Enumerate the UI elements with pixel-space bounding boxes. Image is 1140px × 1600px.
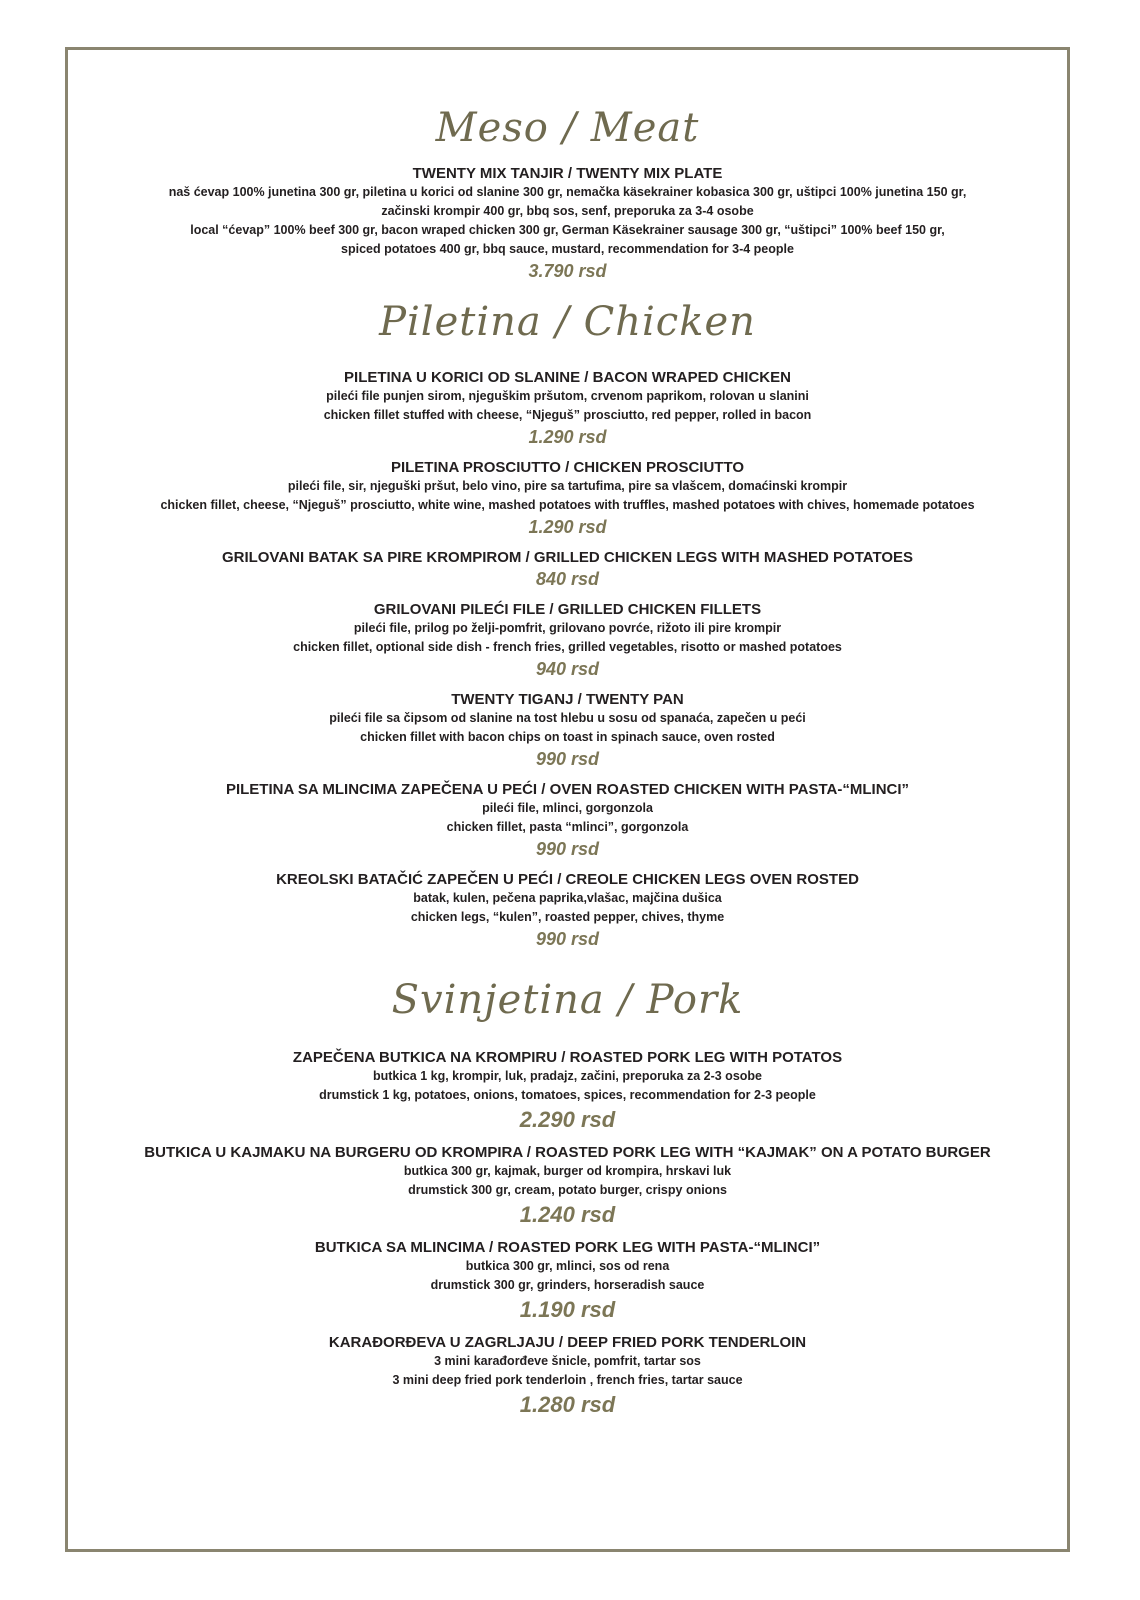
menu-item xyxy=(68,690,1067,772)
item-desc-line: pileći file, sir, njeguški pršut, belo vino, pire sa tartufima, pire sa vlašcem, domaćinski krompir xyxy=(287,479,848,493)
item-name: ZAPEČENA BUTKICA NA KROMPIRU / ROASTED PORK LEG WITH POTATOS xyxy=(292,1049,843,1066)
item-desc-line: pileći file sa čipsom od slanine na tost hlebu u sosu od spanaća, zapečen u peći xyxy=(329,711,806,725)
item-price: 990 rsd xyxy=(535,839,600,859)
section-meat xyxy=(68,98,1067,284)
item-name: PILETINA SA MLINCIMA ZAPEČENA U PEĆI / OVEN ROASTED CHICKEN WITH PASTA-“MLINCI” xyxy=(225,781,910,798)
item-name: TWENTY MIX TANJIR / TWENTY MIX PLATE xyxy=(412,165,723,182)
menu-item xyxy=(68,1333,1067,1420)
item-price: 1.190 rsd xyxy=(519,1297,616,1322)
item-desc-line: drumstick 1 kg, potatoes, onions, tomatoes, spices, recommendation for 2-3 people xyxy=(319,1088,816,1102)
item-price: 990 rsd xyxy=(535,929,600,949)
item-desc-line: local “ćevap” 100% beef 300 gr, bacon wraped chicken 300 gr, German Käsekrainer sausage 300 gr, “uštipci” 100% beef 150 gr, xyxy=(190,223,945,237)
menu-item xyxy=(68,780,1067,862)
item-desc-line: chicken fillet, optional side dish - french fries, grilled vegetables, risotto or mashed potatoes xyxy=(293,640,842,654)
menu-item xyxy=(68,1048,1067,1135)
item-desc-line: 3 mini karađorđeve šnicle, pomfrit, tartar sos xyxy=(434,1354,701,1368)
item-desc-line: začinski krompir 400 gr, bbq sos, senf, preporuka za 3-4 osobe xyxy=(381,204,754,218)
item-desc-line: butkica 1 kg, krompir, luk, pradajz, začini, preporuka za 2-3 osobe xyxy=(372,1069,762,1083)
section-title-meat: Meso / Meat xyxy=(435,105,700,151)
menu-item xyxy=(68,368,1067,450)
menu-item xyxy=(68,548,1067,592)
section-pork xyxy=(68,970,1067,1420)
item-desc-line: pileći file punjen sirom, njeguškim pršutom, crvenom paprikom, rolovan u slanini xyxy=(326,389,809,403)
item-desc-line: chicken fillet with bacon chips on toast in spinach sauce, oven rosted xyxy=(360,730,775,744)
menu-item xyxy=(68,600,1067,682)
item-desc-line: spiced potatoes 400 gr, bbq sauce, mustard, recommendation for 3-4 people xyxy=(341,242,794,256)
item-price: 2.290 rsd xyxy=(519,1107,616,1132)
item-price: 1.290 rsd xyxy=(528,427,607,447)
item-desc-line: chicken fillet, pasta “mlinci”, gorgonzola xyxy=(446,820,689,834)
section-chicken xyxy=(68,292,1067,952)
item-desc-line: drumstick 300 gr, grinders, horseradish sauce xyxy=(430,1278,705,1292)
item-price: 990 rsd xyxy=(535,749,600,769)
item-name: GRILOVANI PILEĆI FILE / GRILLED CHICKEN FILLETS xyxy=(373,601,762,618)
item-name: KARAĐORĐEVA U ZAGRLJAJU / DEEP FRIED PORK TENDERLOIN xyxy=(328,1334,807,1351)
item-desc-line: naš ćevap 100% junetina 300 gr, piletina u korici od slanine 300 gr, nemačka käsekrainer kobasica 300 gr, uštipci 100% junetina 150 gr, xyxy=(168,185,967,199)
section-title-chicken: Piletina / Chicken xyxy=(379,299,756,345)
item-name: TWENTY TIGANJ / TWENTY PAN xyxy=(451,691,684,708)
item-desc-line: chicken fillet, cheese, “Njeguš” prosciutto, white wine, mashed potatoes with truffles, mashed potatoes with chives, homemade potatoes xyxy=(160,498,975,512)
item-desc-line: pileći file, prilog po želji-pomfrit, grilovano povrće, rižoto ili pire krompir xyxy=(353,621,782,635)
menu-item xyxy=(68,870,1067,952)
item-name: KREOLSKI BATAČIĆ ZAPEČEN U PEĆI / CREOLE CHICKEN LEGS OVEN ROSTED xyxy=(276,871,859,888)
item-desc-line: butkica 300 gr, kajmak, burger od krompira, hrskavi luk xyxy=(403,1164,732,1178)
item-price: 1.240 rsd xyxy=(519,1202,616,1227)
item-desc-line: chicken legs, “kulen”, roasted pepper, chives, thyme xyxy=(410,910,725,924)
item-name: GRILOVANI BATAK SA PIRE KROMPIROM / GRILLED CHICKEN LEGS WITH MASHED POTATOES xyxy=(221,549,914,566)
item-desc-line: 3 mini deep fried pork tenderloin , french fries, tartar sauce xyxy=(392,1373,743,1387)
menu-page xyxy=(68,50,1067,1428)
item-desc-line: pileći file, mlinci, gorgonzola xyxy=(482,801,653,815)
item-desc-line: drumstick 300 gr, cream, potato burger, crispy onions xyxy=(408,1183,727,1197)
item-name: PILETINA U KORICI OD SLANINE / BACON WRAPED CHICKEN xyxy=(344,369,791,386)
item-name: BUTKICA U KAJMAKU NA BURGERU OD KROMPIRA / ROASTED PORK LEG WITH “KAJMAK” ON A POTATO BURGER xyxy=(144,1144,991,1161)
menu-item xyxy=(68,1143,1067,1230)
item-price: 840 rsd xyxy=(535,569,600,589)
item-desc-line: butkica 300 gr, mlinci, sos od rena xyxy=(465,1259,670,1273)
item-name: PILETINA PROSCIUTTO / CHICKEN PROSCIUTTO xyxy=(390,459,745,476)
menu-item xyxy=(68,164,1067,284)
item-name: BUTKICA SA MLINCIMA / ROASTED PORK LEG WITH PASTA-“MLINCI” xyxy=(314,1239,821,1256)
item-price: 1.290 rsd xyxy=(528,517,607,537)
item-desc-line: chicken fillet stuffed with cheese, “Njeguš” prosciutto, red pepper, rolled in bacon xyxy=(323,408,812,422)
item-price: 1.280 rsd xyxy=(519,1392,616,1417)
item-desc-line: batak, kulen, pečena paprika,vlašac, majčina dušica xyxy=(413,891,722,905)
section-title-pork: Svinjetina / Pork xyxy=(391,977,744,1023)
item-price: 3.790 rsd xyxy=(528,261,607,281)
menu-item xyxy=(68,1238,1067,1325)
item-price: 940 rsd xyxy=(535,659,600,679)
menu-item xyxy=(68,458,1067,540)
